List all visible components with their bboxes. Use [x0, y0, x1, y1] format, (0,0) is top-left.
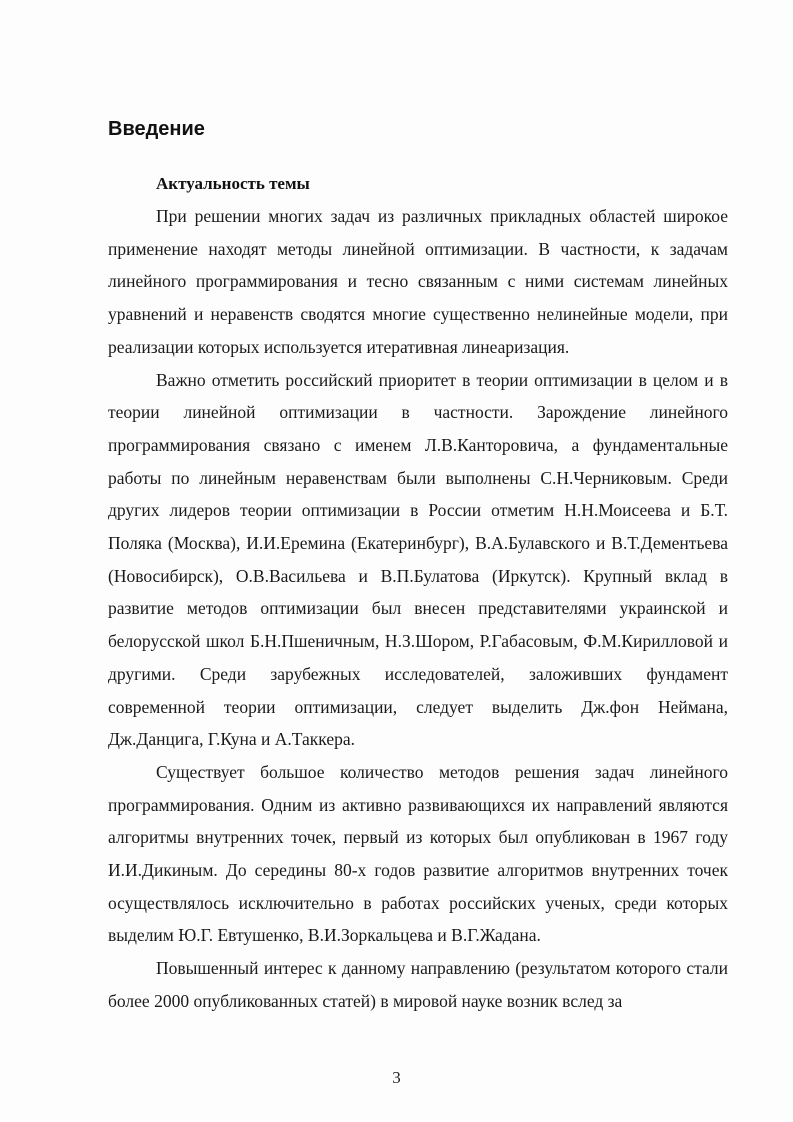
- page-title: Введение: [108, 118, 205, 140]
- paragraph-4: Повышенный интерес к данному направлению (результатом которого стали более 2000 опубликованных статей) в мировой науке возник вслед за: [108, 958, 728, 1011]
- paragraph-2: Важно отметить российский приоритет в теории оптимизации в целом и в теории линейной оптимизации в частности. Зарождение линейного программирования связано с именем Л.В.Канторовича, а фундаментальные работы по линейным неравенствам были выполнены С.Н.Черниковым. Среди других лидеров теории оптимизации в России отметим Н.Н.Моисеева и Б.Т. Поляка (Москва), И.И.Еремина (Екатеринбург), В.А.Булавского и В.Т.Дементьева (Новосибирск), О.В.Васильева и В.П.Булатова (Иркутск). Крупный вклад в развитие методов оптимизации был внесен представителями украинской и белорусской школ Б.Н.Пшеничным, Н.З.Шором, Р.Габасовым, Ф.М.Кирилловой и другими. Среди зарубежных исследователей, заложивших фундамент современной теории оптимизации, следует выделить Дж.фон Неймана, Дж.Данцига, Г.Куна и А.Таккера.: [108, 369, 728, 750]
- section-subtitle: Актуальность темы: [156, 174, 310, 193]
- body-text: [108, 200, 728, 1018]
- paragraph-1: При решении многих задач из различных прикладных областей широкое применение находят методы линейной оптимизации. В частности, к задачам линейного программирования и тесно связанным с ними системам линейных уравнений и неравенств сводятся многие существенно нелинейные модели, при реализации которых используется итеративная линеаризация.: [108, 206, 728, 357]
- page-number: 3: [392, 1068, 401, 1087]
- paragraph-3: Существует большое количество методов решения задач линейного программирования. Одним из активно развивающихся их направлений являются алгоритмы внутренних точек, первый из которых был опубликован в 1967 году И.И.Дикиным. До середины 80-х годов развитие алгоритмов внутренних точек осуществлялось исключительно в работах российских ученых, среди которых выделим Ю.Г. Евтушенко, В.И.Зоркальцева и В.Г.Жадана.: [108, 761, 728, 946]
